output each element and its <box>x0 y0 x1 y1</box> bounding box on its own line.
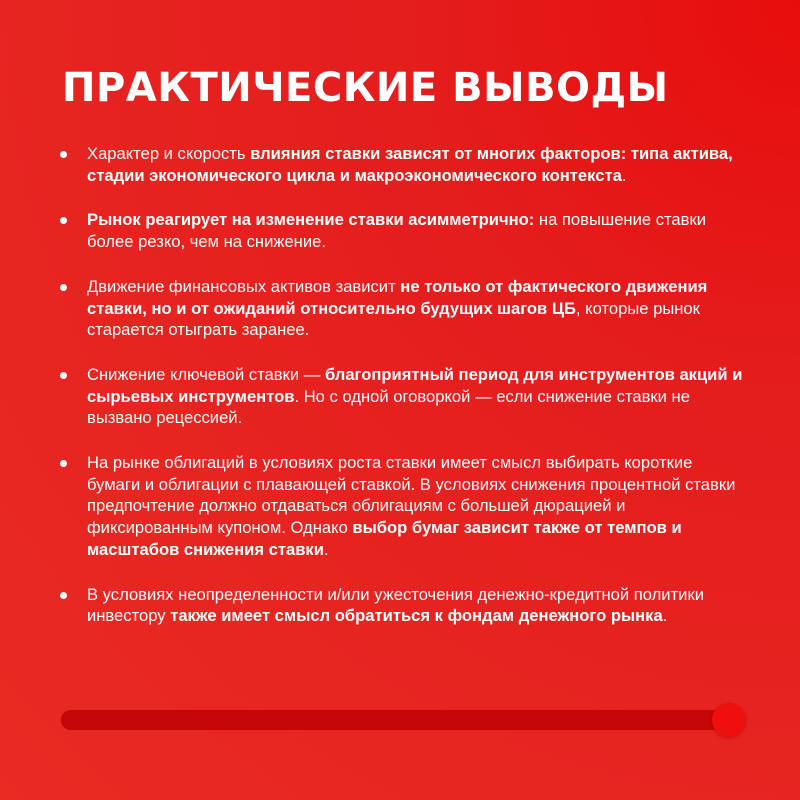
bullet-item <box>60 364 750 429</box>
bullet-text: На рынке облигаций в условиях роста ставки имеет смысл выбирать короткие бумаги и облигации с плавающей ставкой. В условиях снижения процентной ставки предпочтение должно отдаваться облигациям с большей дюрацией и фиксированным купоном. Однако <box>87 453 736 538</box>
bullet-text: . <box>621 165 627 185</box>
bullet-text-bold: не только от фактического движения ставки, но и от ожиданий относительно будущих шагов ЦБ <box>87 276 708 318</box>
bullet-text: Снижение ключевой ставки — <box>87 364 325 384</box>
progress-track <box>61 710 729 730</box>
bullet-text: на повышение ставки более резко, чем на снижение. <box>87 210 706 252</box>
bullet-text-bold: также имеет смысл обратиться к фондам денежного рынка <box>170 606 663 626</box>
bullet-text: В условиях неопределенности и/или ужесточения денежно-кредитной политики инвестору <box>87 584 704 626</box>
bullet-text: , которые рынок старается отыграть заранее. <box>87 298 700 340</box>
bullet-dot-icon <box>60 592 67 599</box>
bullet-text: . <box>662 606 668 626</box>
bullet-dot-icon <box>60 217 67 224</box>
bullet-text-bold: Рынок реагирует на изменение ставки асимметрично: <box>87 210 535 230</box>
bullet-dot-icon <box>60 284 67 291</box>
bullet-dot-icon <box>60 460 67 467</box>
bullet-item <box>60 143 750 186</box>
bullet-text: Характер и скорость <box>87 144 251 163</box>
conclusions-list <box>60 143 750 650</box>
bullet-text-bold: выбор бумаг зависит также от темпов и масштабов снижения ставки <box>87 518 682 559</box>
progress-fill <box>61 710 729 730</box>
bullet-text: . <box>323 539 329 559</box>
bullet-text: . Но с одной оговоркой — если снижение ставки не вызвано рецессией. <box>87 386 690 428</box>
bullet-text-bold: влияния ставки зависят от многих факторов: типа актива, стадии экономического цикла и макроэкономического контекста <box>87 144 733 185</box>
page-title: ПРАКТИЧЕСКИЕ ВЫВОДЫ <box>62 65 669 111</box>
bullet-item <box>60 584 750 627</box>
bullet-item <box>60 276 750 341</box>
progress-knob[interactable] <box>712 703 746 737</box>
bullet-text-bold: благоприятный период для инструментов акций и сырьевых инструментов <box>87 364 743 406</box>
bullet-text: Движение финансовых активов зависит <box>87 276 401 296</box>
bullet-dot-icon <box>60 151 67 158</box>
bullet-dot-icon <box>60 372 67 379</box>
bullet-item <box>60 209 750 252</box>
bullet-item <box>60 452 750 561</box>
